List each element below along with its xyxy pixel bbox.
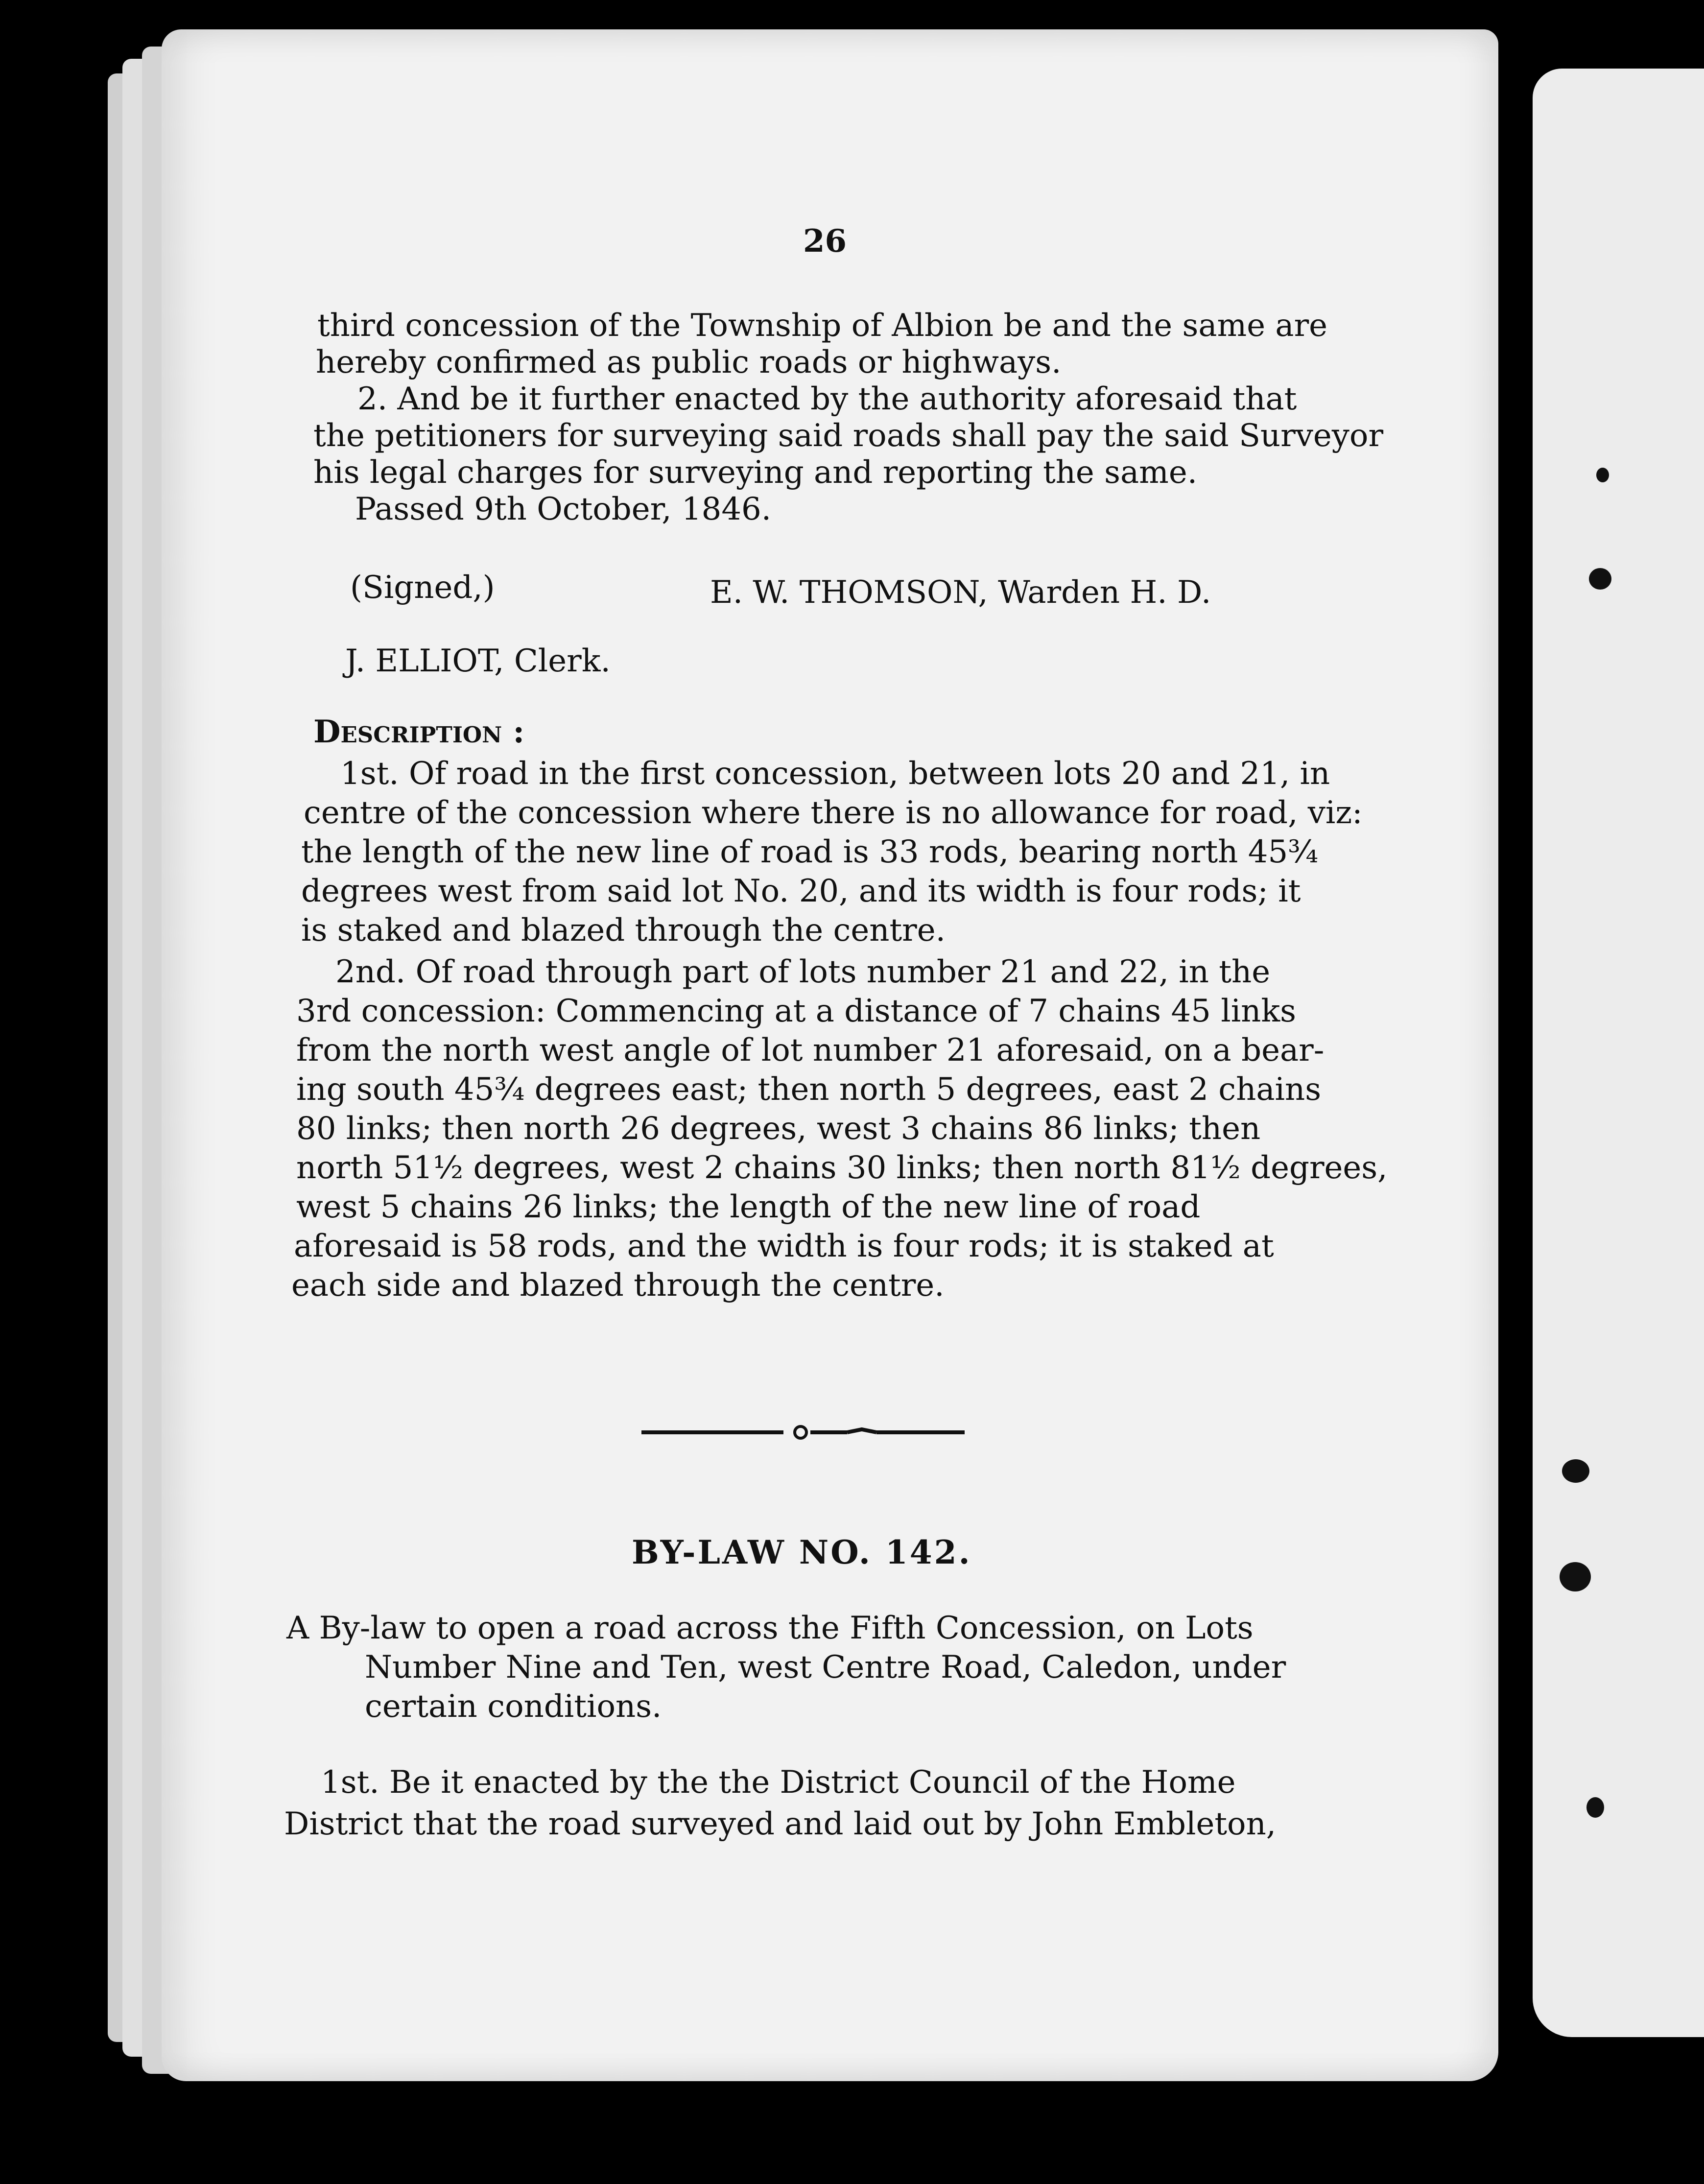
text-line: the petitioners for surveying said roads shall pay the said Surveyor	[313, 418, 1384, 454]
text-line: certain conditions.	[365, 1688, 662, 1725]
ink-spot	[1586, 1797, 1604, 1818]
text-line: centre of the concession where there is no allowance for road, viz:	[304, 795, 1363, 831]
text-line: 2. And be it further enacted by the authority aforesaid that	[357, 381, 1297, 417]
ink-spot	[1596, 468, 1609, 482]
text-line: Passed 9th October, 1846.	[355, 491, 772, 527]
description-heading: Description :	[313, 713, 525, 750]
text-line: from the north west angle of lot number 21 aforesaid, on a bear-	[296, 1032, 1325, 1068]
text-line: north 51½ degrees, west 2 chains 30 links; then north 81½ degrees,	[296, 1150, 1388, 1186]
section-divider	[637, 1423, 970, 1442]
ink-spot	[1589, 568, 1611, 590]
text-line: 3rd concession: Commencing at a distance of 7 chains 45 links	[296, 993, 1296, 1029]
ink-spot	[1560, 1562, 1591, 1591]
text-line: his legal charges for surveying and reporting the same.	[313, 454, 1198, 491]
text-line: each side and blazed through the centre.	[291, 1267, 945, 1304]
page-number: 26	[803, 223, 847, 260]
text-line: degrees west from said lot No. 20, and its width is four rods; it	[301, 873, 1301, 909]
text-line: is staked and blazed through the centre.	[301, 912, 946, 949]
adjacent-page-edge	[1533, 69, 1704, 2037]
text-line: west 5 chains 26 links; the length of the new line of road	[296, 1189, 1201, 1225]
text-line: ing south 45¾ degrees east; then north 5 degrees, east 2 chains	[296, 1071, 1322, 1108]
text-line: 1st. Of road in the first concession, between lots 20 and 21, in	[340, 756, 1330, 792]
text-line: District that the road surveyed and laid out by John Embleton,	[284, 1806, 1277, 1842]
text-line: the length of the new line of road is 33 rods, bearing north 45¾	[301, 834, 1319, 870]
text-line: 1st. Be it enacted by the the District Council of the Home	[321, 1764, 1236, 1801]
signed-label: (Signed,)	[350, 570, 495, 606]
ink-spot	[1562, 1459, 1589, 1483]
text-line: hereby confirmed as public roads or highways.	[316, 344, 1062, 380]
text-line: aforesaid is 58 rods, and the width is four rods; it is staked at	[294, 1228, 1274, 1264]
warden-signature: E. W. THOMSON, Warden H. D.	[710, 574, 1211, 611]
text-line: Number Nine and Ten, west Centre Road, Caledon, under	[365, 1649, 1286, 1685]
text-line: A By-law to open a road across the Fifth Concession, on Lots	[286, 1610, 1254, 1646]
text-line: 2nd. Of road through part of lots number 21 and 22, in the	[335, 954, 1271, 990]
clerk-signature: J. ELLIOT, Clerk.	[345, 643, 611, 679]
text-line: third concession of the Township of Albion be and the same are	[317, 308, 1328, 344]
bylaw-title: BY-LAW NO. 142.	[632, 1533, 972, 1571]
text-line: 80 links; then north 26 degrees, west 3 chains 86 links; then	[296, 1111, 1261, 1147]
